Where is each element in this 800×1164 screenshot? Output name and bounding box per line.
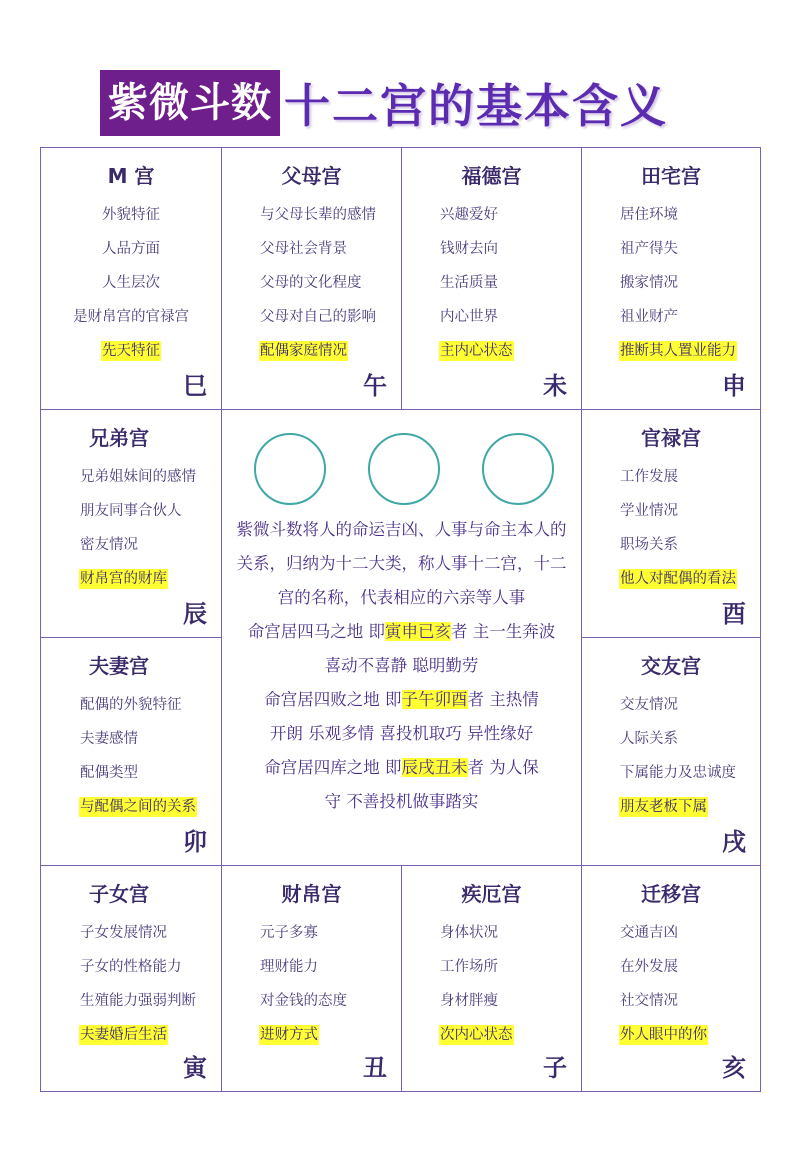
list-item: 父母的文化程度: [260, 275, 362, 291]
list-item: 子女发展情况: [80, 925, 167, 941]
list-item: 搬家情况: [620, 275, 678, 291]
highlight-item: 财帛宫的财库: [80, 571, 167, 587]
list-item: 人生层次: [102, 275, 160, 291]
list-item: 父母社会背景: [260, 241, 347, 257]
list-item: 配偶的外貌特征: [80, 697, 182, 713]
cell-caibo: [221, 865, 402, 1092]
cell-m: [40, 147, 222, 410]
cell-name: 兄弟宫: [89, 426, 149, 450]
cell-name: 夫妻宫: [89, 654, 149, 678]
list-item: 兴趣爱好: [440, 207, 498, 223]
highlight-item: 次内心状态: [440, 1027, 513, 1043]
list-item: 钱财去向: [440, 241, 498, 257]
cell-xiongdi: [40, 409, 222, 638]
list-item: 祖业财产: [620, 309, 678, 325]
center-text: [221, 513, 582, 819]
branch-label: 申: [722, 372, 746, 400]
list-item: 身材胖瘦: [440, 993, 498, 1009]
cell-name: 福德宫: [461, 164, 522, 188]
cell-name: M 宫: [107, 164, 155, 188]
list-item: 理财能力: [260, 959, 318, 975]
center-line: 喜动不喜静 聪明勤劳: [324, 656, 479, 675]
cell-name: 迁移宫: [641, 882, 701, 906]
list-item: 对金钱的态度: [260, 993, 347, 1009]
list-item: 父母对自己的影响: [260, 309, 376, 325]
title-rest: 十二宫的基本含义: [284, 79, 668, 133]
branch-label: 午: [363, 372, 387, 400]
highlight-item: 朋友老板下属: [620, 799, 707, 815]
cell-fuqi: [40, 637, 222, 866]
cell-qianyi: [581, 865, 761, 1092]
list-item: 居住环境: [620, 207, 678, 223]
branch-label: 寅: [183, 1054, 207, 1082]
center-line: 关系，归纳为十二大类，称人事十二宫，十二: [236, 554, 567, 573]
branch-label: 卯: [183, 828, 207, 856]
center-line: 宫的名称，代表相应的六亲等人事: [277, 588, 526, 607]
palace-grid: [40, 147, 761, 1092]
list-item: 在外发展: [620, 959, 678, 975]
circle-icon: [368, 433, 440, 505]
branch-label: 巳: [183, 372, 207, 400]
circle-icon: [482, 433, 554, 505]
decorative-circles: [221, 433, 582, 513]
list-item: 配偶类型: [80, 765, 138, 781]
cell-name: 交友宫: [641, 654, 701, 678]
center-line: 开朗 乐观多情 喜投机取巧 异性缘好: [269, 724, 534, 743]
cell-name: 子女宫: [89, 882, 149, 906]
list-item: 祖产得失: [620, 241, 678, 257]
center-line: 命宫居四败之地 即子午卯酉者 主热情: [264, 690, 539, 709]
cell-fude: [401, 147, 582, 410]
center-line: 守 不善投机做事踏实: [324, 792, 479, 811]
cell-zinv: [40, 865, 222, 1092]
list-item: 工作场所: [440, 959, 498, 975]
list-item: 兄弟姐妹间的感情: [80, 469, 196, 485]
list-item: 交通吉凶: [620, 925, 678, 941]
list-item: 夫妻感情: [80, 731, 138, 747]
cell-name: 财帛宫: [281, 882, 342, 906]
list-item: 与父母长辈的感情: [260, 207, 376, 223]
highlight-item: 他人对配偶的看法: [620, 571, 736, 587]
list-item: 人品方面: [102, 241, 160, 257]
list-item: 工作发展: [620, 469, 678, 485]
cell-jiaoyou: [581, 637, 761, 866]
highlight-item: 进财方式: [260, 1027, 318, 1043]
list-item: 职场关系: [620, 537, 678, 553]
list-item: 下属能力及忠诚度: [620, 765, 736, 781]
list-item: 身体状况: [440, 925, 498, 941]
cell-fumu: [221, 147, 402, 410]
highlight-item: 主内心状态: [440, 343, 513, 359]
cell-name: 官禄宫: [641, 426, 701, 450]
cell-name: 疾厄宫: [461, 882, 522, 906]
branch-label: 未: [543, 372, 567, 400]
cell-guanlu: [581, 409, 761, 638]
center-line: 命宫居四马之地 即寅申已亥者 主一生奔波: [247, 622, 556, 641]
branch-label: 子: [543, 1054, 567, 1082]
highlight-item: 与配偶之间的关系: [80, 799, 196, 815]
center-line: 命宫居四库之地 即辰戌丑未者 为人保: [264, 758, 539, 777]
branch-label: 酉: [722, 600, 746, 628]
list-item: 学业情况: [620, 503, 678, 519]
list-item: 外貌特征: [102, 207, 160, 223]
list-item: 是财帛宫的官禄宫: [73, 309, 189, 325]
branch-label: 辰: [183, 600, 207, 628]
list-item: 社交情况: [620, 993, 678, 1009]
branch-label: 亥: [722, 1054, 746, 1082]
page-title: [100, 70, 668, 136]
cell-tianzhai: [581, 147, 761, 410]
list-item: 子女的性格能力: [80, 959, 182, 975]
list-item: 生殖能力强弱判断: [80, 993, 196, 1009]
cell-name: 田宅宫: [641, 164, 701, 188]
circle-icon: [254, 433, 326, 505]
branch-label: 戌: [722, 828, 746, 856]
list-item: 元子多寡: [260, 925, 318, 941]
title-highlight: 紫微斗数: [100, 70, 280, 136]
list-item: 生活质量: [440, 275, 498, 291]
list-item: 密友情况: [80, 537, 138, 553]
highlight-item: 夫妻婚后生活: [80, 1027, 167, 1043]
highlight-item: 先天特征: [102, 343, 160, 359]
highlight-item: 推断其人置业能力: [620, 343, 736, 359]
list-item: 交友情况: [620, 697, 678, 713]
center-line: 紫微斗数将人的命运吉凶、人事与命主本人的: [236, 520, 567, 539]
highlight-item: 外人眼中的你: [620, 1027, 707, 1043]
cell-jie: [401, 865, 582, 1092]
center-panel: [221, 409, 582, 866]
list-item: 朋友同事合伙人: [80, 503, 182, 519]
list-item: 人际关系: [620, 731, 678, 747]
cell-name: 父母宫: [281, 164, 342, 188]
list-item: 内心世界: [440, 309, 498, 325]
branch-label: 丑: [363, 1054, 387, 1082]
highlight-item: 配偶家庭情况: [260, 343, 347, 359]
